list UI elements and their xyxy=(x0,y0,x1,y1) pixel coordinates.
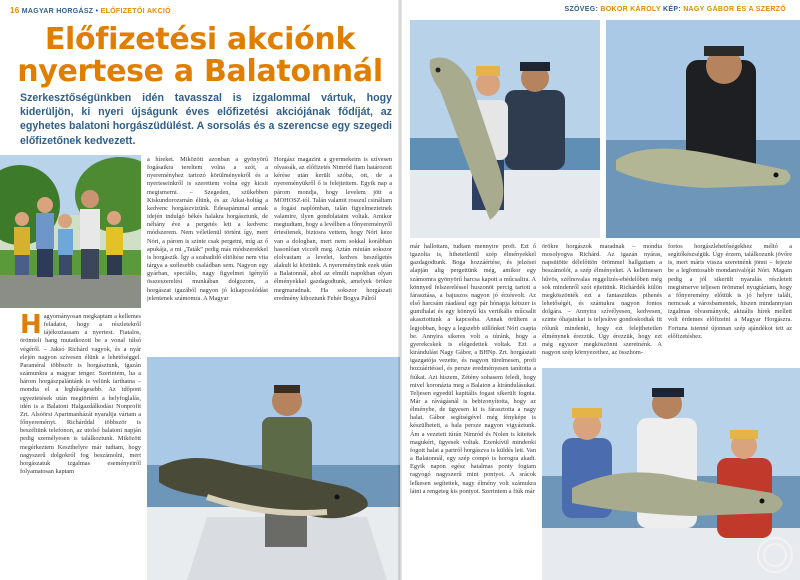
body-column-3: Horgász magazint a gyermekeim is szívesen olvassák, az előfizetés Nimród fiam határozott kérése után került szóba, ott, de a nyereményükről ő is felejtettem. Egyik nap a párom mondja, hogy levelem jött a MOHOSZ-tól. Talán valamit rosszul csináltam a fogási naplómban, talán figyelmeztetnek valamire, ilyen gondolataim voltak. Amikor megtudtam, hogy a levélben a főnyereményről értesítenek, biztosra vettem, hogy Nóri keze van a dologban, mert nem sokkal korábban hasonlóan viccelt meg. Aztán miután sokszor elolvastam a levelet, kedves beszélgetés alakult ki köztünk. A nyereményünk ezek után a Balatonnál, ahol az elmúlt napokban olyan élményekkel gazdagodtunk, amelyek örökre megmaradnak. Ha sokszor horgászati eredmény kihoztunk Fehér Bogya Pálról xyxy=(274,156,392,302)
family-photo xyxy=(0,155,141,308)
credits xyxy=(565,6,786,13)
body-column-6: fortos horgászlehetőségekhez méltó a segítőkészségük. Úgy érzem, találkozunk jövőre is, mert máris vissza szeretnénk jönni – fejezte be a legfontosabb mondanivalóját Nóri. Magam pedig a jól sikerült nyaralás részleteit megismerve teljesen örömmel nyugtáztam, hogy a főnyeremény előttük is jó helyre talált, nemcsak a városbamentek, hiszen mindannyian izgalmas olvasmányok, aktuális hírek mellett volt érdemes előfizetni a Magyar Horgászra. Fortuna istenné újonnan szép ajándékot tett az előfizetéshez. xyxy=(668,243,792,340)
drop-cap: H xyxy=(20,313,42,340)
catfish-photo xyxy=(147,357,400,580)
body-column-1: H agyományosan megkaptam a kellemes feladatot, hogy a részletekről tájékoztassam a nyertest. Fiatalos, örömteli hang mutatkozott be a vonal túlsó végéről. – Jaksó Richárd vagyok, és a nyár elején nagyon szívesen élünk a lehetőséggel. Paraméral többször is horgásztunk, igazán számunkra a magyar tenger. Szerintem, ha a három horgászpalántánk is velünk tarthatna – mondta el a leghűségesebb. Az időpont egyeztetések után megtörtént a helyfoglalás, idén is a Balatoni Halgazdálkodási Nonprofit Zrt. Alsóörsi Apartmanházát nyaraltja vártam a főnyereményt. Richárddal többször is beszéltünk telefonon, az utolsó balatoni napján pedig személyesen is találkoztunk. Miközött megérkeztem Keszthelyre már tudtam, hogy nagyszerű dolgokról fog beszámolni, mert horgászatuk izgalmas eseményeiről folyamatosan kaptam xyxy=(20,313,141,475)
body-column-2: a híreket. Miközött azonban a gyönyörű fogásaikra tereltem volna a szót, a nyereményhez tartozó körülményekről és a nyerteseinkről is szerettem volna egy kicsit megismerni. – Szegeden, szükebben Kiskundorozsmán élünk, és az Atkai-holtág a kedvenc horgászvizünk. Édesapámmal annak idején indulgó békés halakra horgásztunk, de néhány éve a pergetés lett a kedvenc módszerem. Nem véletlenül történt így, mert Nóri, a párom is szinte csak pergetni, míg az ő apukája, a mi „Taták” pedig más módszerekkel is horgászik. Így a szabadidő eltöltése nem vita tárgya a szélesebb családban sem. Nagyon egy gyárban, speciális, nagy figyelmet igénylő összeszerelési munkában dolgozom, a horgászat igazából nagyon jó kikapcsolódást jelentenek számomra. A Magyar xyxy=(147,156,268,302)
body-column-4: már hallottam, tudtam mennyire profi. Ezt ő igazolta is, hihetetlenül szép élményekkel gazdagodtunk. Boga hozzáértése, és jelzései alapján alig pergettünk még, amikor egy számomra gyönyörű harcsa kapott a műcsalira. A könnyed felszereléssel huszonöt percig tartott a fárasztása, a bajuszos nagyon jó érzésvolt. Az első harcsám ráadásul egy pár hónapja kétszer is gumihalat és egy könnyű kis vertikális műcsalit akasztottunk a kapcsoba. Annak örültem a legjobban, hogy a legszebb süllőnket Nóri csapta be. Annyira sikeres volt a túránk, hogy a gyerekcskek is elégedettek voltak. Ezt a kirándulást Nagy Gábor, a BHNp. Zrt. horgászati igazgatója vezette, és nagyon türelmesen, profi hozzáértéssel, és persze eredményesen tanította a fiúkat. Azt hiszem, Zétény sohasem feledi, hogy mivel koronázta meg a Balaton a kirándulásukat. Teljesen egyedül kapitális fogast sikerült fognia. Már a rávágásnál is bebizonyította, hogy az élménybe, de ügyesen ki is fárasztotta a nagy halat. Gábor segítségével még fényképe is készülhetett, a hala persze nagyon vigyáztunk. Ám a vezetett túrán Nimród és Nolen is kitettek magukért, ügyesek voltak. Ezenkívül mindenki fogott halat a partról horgászva is küldés lett. Van a Balatonnál, egy szép compó is horogra akadt. Egyik napon egész hatalmas ponty fogtam ragyogó nagyszerű mint pontyot. A srácok lelkesen segítettek, nagy élmény volt számukra látni a rengeteg kis pontyot. Szerintem a fiúk már xyxy=(410,243,536,495)
zander-man-photo xyxy=(606,20,800,238)
text-credit-author: BOKOR KÁROLY xyxy=(600,6,661,13)
title-line-1: Előfizetési akciónk xyxy=(44,22,356,57)
photo-credit-label: KÉP: xyxy=(663,6,681,13)
article-title xyxy=(10,24,390,88)
page-gutter xyxy=(398,0,402,580)
photo-credit-author: NAGY GÁBOR ÉS A SZERZŐ xyxy=(683,6,786,13)
text-credit-label: SZÖVEG: xyxy=(564,6,599,13)
body-column-5: örökre horgászok maradnak – mondta mosolyogva Richárd. Az igazán nyáras, napsütötte délelőttön örömmel hallgattam a beszámolót, a szép élményeket. A kellemesen hűvös, szélnovalas reggelizés-ebédelőben még sok mindenről szót ejtettünk. Richárdék külön megköszönték ezt a fantasztikus pihenés lehetőségét, és számukra nagyon fontos dolgára. – Annyira szívélyesen, kedvesen, szinte óhajainkat is teljesítve gondoskodtak itt rólunk mindenki, hogy ezt felejthetetlen élménynek érezzük. Úgy érezzük, hogy ezt még egyszer megköszönni szeretnénk. A nagyon szép környezethez, az összhom- xyxy=(542,243,662,357)
zander-boat-photo xyxy=(410,20,600,238)
right-page xyxy=(400,0,800,580)
title-line-2: nyertese a Balatonnál xyxy=(17,54,383,89)
magazine-name: MAGYAR HORGÁSZ xyxy=(21,8,94,15)
section-name: ELŐFIZETŐI AKCIÓ xyxy=(100,8,171,15)
logo-watermark xyxy=(756,536,794,574)
article-lead: Szerkesztőségünkben idén tavasszal is izgalommal vártuk, hogy kiderüljön, ki nyeri újságunk éves előfizetési akciójának fődíját, az egyhetes balatoni horgászüdülést. A sorsolás és a szerencse egy szegedi előfizetőnek kedvezett. xyxy=(20,92,392,147)
page-folio: 16 MAGYAR HORGÁSZ • ELŐFIZETŐI AKCIÓ xyxy=(10,6,171,15)
page-number: 16 xyxy=(10,6,20,15)
